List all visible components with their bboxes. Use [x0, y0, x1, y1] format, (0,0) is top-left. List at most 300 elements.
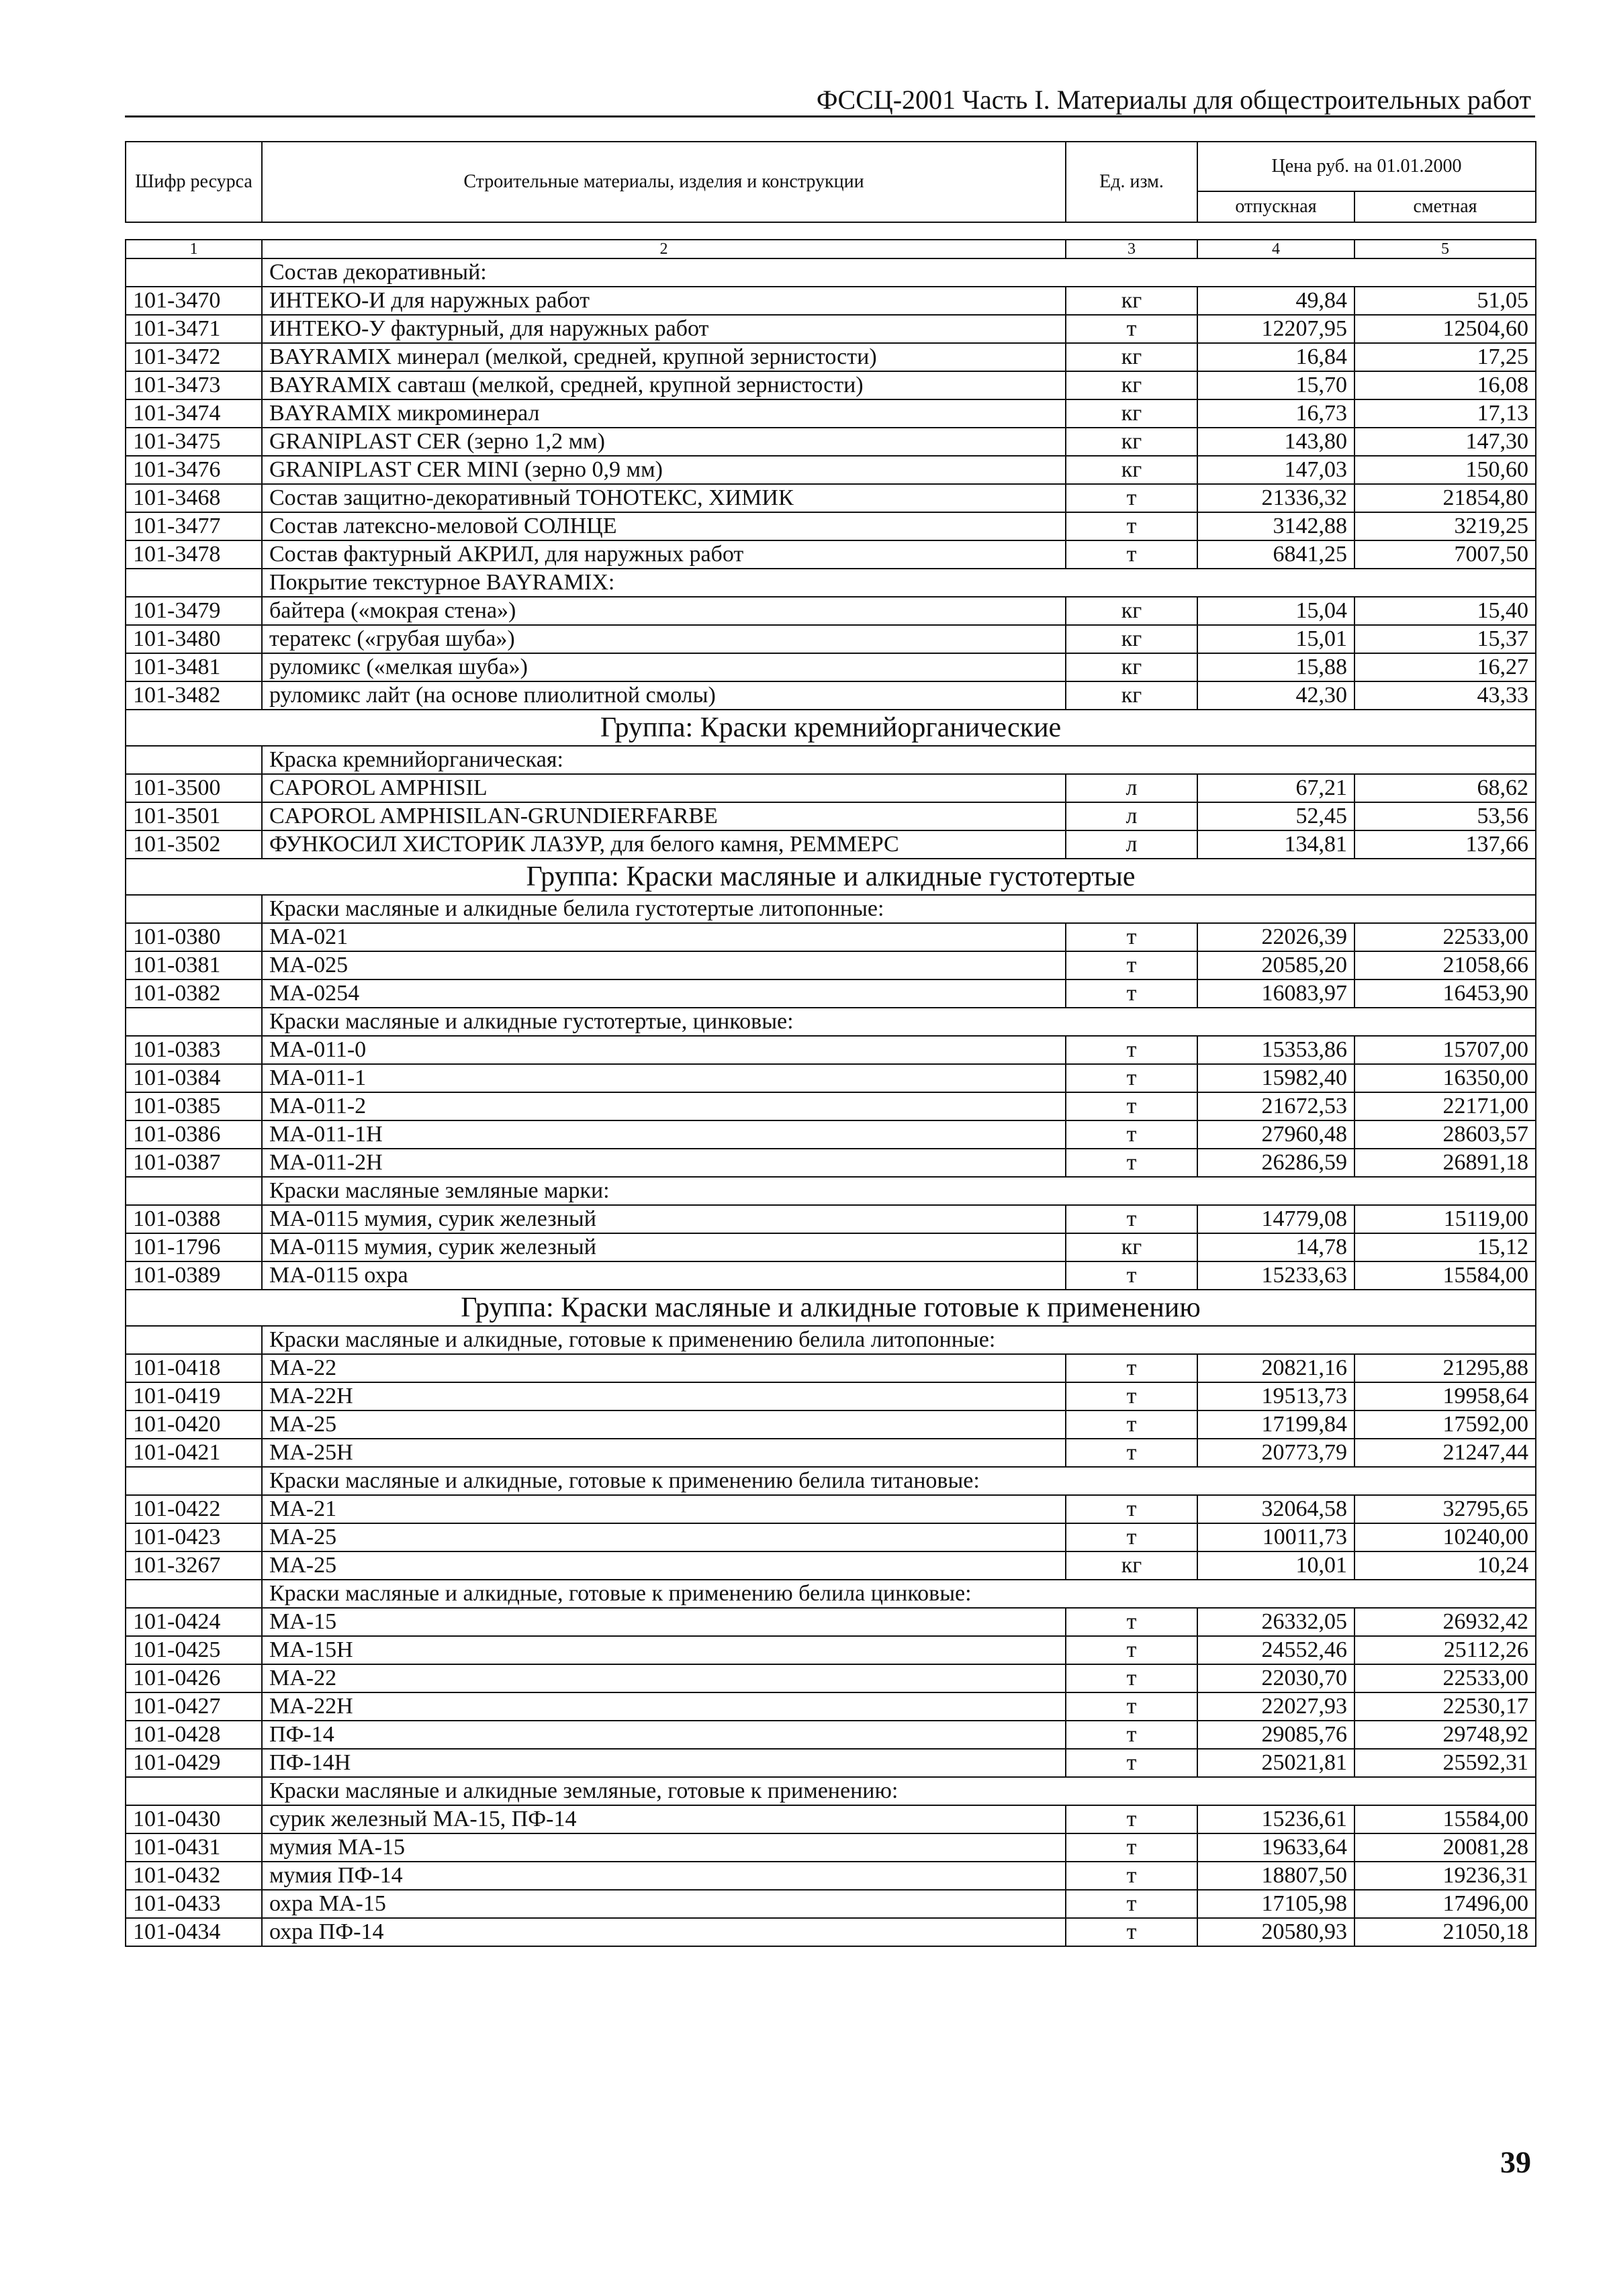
estimate-price-cell: 17,13	[1354, 399, 1536, 428]
unit-cell: т	[1066, 1890, 1197, 1918]
material-name: BAYRAMIX микроминерал	[262, 399, 1066, 428]
resource-code: 101-1796	[126, 1233, 262, 1261]
estimate-price-cell: 15,40	[1354, 597, 1536, 625]
table-row	[126, 343, 1536, 371]
unit-cell: т	[1066, 1205, 1197, 1233]
estimate-price-cell: 20081,28	[1354, 1833, 1536, 1862]
estimate-price-cell: 15584,00	[1354, 1261, 1536, 1290]
resource-code: 101-3472	[126, 343, 262, 371]
header-unit: Ед. изм.	[1066, 142, 1197, 222]
release-price-cell: 134,81	[1197, 830, 1354, 859]
subsection-row	[126, 569, 1536, 597]
estimate-price-cell: 51,05	[1354, 287, 1536, 315]
estimate-price-cell: 22171,00	[1354, 1092, 1536, 1120]
subsection-row	[126, 1467, 1536, 1495]
subsection-title: Краски масляные и алкидные, готовые к применению белила титановые:	[262, 1467, 1536, 1495]
table-row	[126, 625, 1536, 653]
table-row	[126, 1636, 1536, 1664]
unit-cell: т	[1066, 512, 1197, 540]
subsection-title: Краски масляные и алкидные, готовые к применению белила литопонные:	[262, 1326, 1536, 1354]
subsection-title: Краски масляные и алкидные, готовые к применению белила цинковые:	[262, 1580, 1536, 1608]
resource-code: 101-3500	[126, 774, 262, 802]
table-row	[126, 1523, 1536, 1551]
table-row	[126, 315, 1536, 343]
estimate-price-cell: 32795,65	[1354, 1495, 1536, 1523]
subsection-title: Краска кремнийорганическая:	[262, 746, 1536, 774]
unit-cell: т	[1066, 1636, 1197, 1664]
material-name: BAYRAMIX минерал (мелкой, средней, крупной зернистости)	[262, 343, 1066, 371]
resource-code: 101-3468	[126, 484, 262, 512]
release-price-cell: 19513,73	[1197, 1382, 1354, 1410]
group-title: Группа: Краски масляные и алкидные густотертые	[126, 859, 1536, 895]
table-row	[126, 1551, 1536, 1580]
unit-cell: кг	[1066, 371, 1197, 399]
estimate-price-cell: 16,08	[1354, 371, 1536, 399]
resource-code: 101-0430	[126, 1805, 262, 1833]
release-price-cell: 15353,86	[1197, 1036, 1354, 1064]
material-name: МА-011-1Н	[262, 1120, 1066, 1149]
column-number: 1	[126, 240, 262, 258]
material-name: МА-011-2	[262, 1092, 1066, 1120]
unit-cell: т	[1066, 1608, 1197, 1636]
estimate-price-cell: 43,33	[1354, 681, 1536, 710]
table-row	[126, 428, 1536, 456]
subsection-row	[126, 1580, 1536, 1608]
unit-cell: т	[1066, 1261, 1197, 1290]
estimate-price-cell: 17592,00	[1354, 1410, 1536, 1439]
estimate-price-cell: 22533,00	[1354, 923, 1536, 951]
release-price-cell: 27960,48	[1197, 1120, 1354, 1149]
resource-code: 101-0424	[126, 1608, 262, 1636]
release-price-cell: 14,78	[1197, 1233, 1354, 1261]
material-name: ПФ-14	[262, 1721, 1066, 1749]
release-price-cell: 14779,08	[1197, 1205, 1354, 1233]
table-row	[126, 1805, 1536, 1833]
release-price-cell: 16083,97	[1197, 979, 1354, 1008]
resource-code: 101-0423	[126, 1523, 262, 1551]
release-price-cell: 143,80	[1197, 428, 1354, 456]
estimate-price-cell: 21295,88	[1354, 1354, 1536, 1382]
material-name: байтера («мокрая стена»)	[262, 597, 1066, 625]
table-row	[126, 979, 1536, 1008]
material-name: BAYRAMIX савташ (мелкой, средней, крупной зернистости)	[262, 371, 1066, 399]
resource-code: 101-3476	[126, 456, 262, 484]
table-row	[126, 1261, 1536, 1290]
column-number: 3	[1066, 240, 1197, 258]
group-title: Группа: Краски кремнийорганические	[126, 710, 1536, 746]
material-name: руломикс («мелкая шуба»)	[262, 653, 1066, 681]
release-price-cell: 67,21	[1197, 774, 1354, 802]
table-row	[126, 681, 1536, 710]
estimate-price-cell: 16453,90	[1354, 979, 1536, 1008]
subsection-row	[126, 746, 1536, 774]
resource-code: 101-0426	[126, 1664, 262, 1692]
resource-code: 101-0433	[126, 1890, 262, 1918]
material-name: мумия МА-15	[262, 1833, 1066, 1862]
resource-code: 101-0420	[126, 1410, 262, 1439]
unit-cell: кг	[1066, 1551, 1197, 1580]
unit-cell: т	[1066, 1120, 1197, 1149]
subsection-row	[126, 895, 1536, 923]
estimate-price-cell: 147,30	[1354, 428, 1536, 456]
material-name: МА-22	[262, 1664, 1066, 1692]
header-materials: Строительные материалы, изделия и конструкции	[262, 142, 1066, 222]
unit-cell: т	[1066, 979, 1197, 1008]
estimate-price-cell: 17,25	[1354, 343, 1536, 371]
release-price-cell: 15982,40	[1197, 1064, 1354, 1092]
table-row	[126, 1233, 1536, 1261]
unit-cell: кг	[1066, 653, 1197, 681]
resource-code: 101-3478	[126, 540, 262, 569]
table-row	[126, 1890, 1536, 1918]
material-name: охра ПФ-14	[262, 1918, 1066, 1946]
estimate-price-cell: 19958,64	[1354, 1382, 1536, 1410]
header-release-price: отпускная	[1197, 191, 1354, 222]
table-row	[126, 597, 1536, 625]
resource-code: 101-3502	[126, 830, 262, 859]
resource-code: 101-3479	[126, 597, 262, 625]
unit-cell: т	[1066, 1439, 1197, 1467]
resource-code: 101-0418	[126, 1354, 262, 1382]
resource-code: 101-0388	[126, 1205, 262, 1233]
unit-cell: кг	[1066, 597, 1197, 625]
unit-cell: т	[1066, 1354, 1197, 1382]
material-name: GRANIPLAST CER (зерно 1,2 мм)	[262, 428, 1066, 456]
release-price-cell: 20773,79	[1197, 1439, 1354, 1467]
estimate-price-cell: 26891,18	[1354, 1149, 1536, 1177]
table-row	[126, 1833, 1536, 1862]
table-row	[126, 1064, 1536, 1092]
header-rule	[125, 115, 1535, 117]
estimate-price-cell: 26932,42	[1354, 1608, 1536, 1636]
unit-cell: т	[1066, 1382, 1197, 1410]
material-name: МА-22Н	[262, 1382, 1066, 1410]
resource-code: 101-0428	[126, 1721, 262, 1749]
table-body	[126, 258, 1536, 1946]
material-name: CAPOROL AMPHISILAN-GRUNDIERFARBE	[262, 802, 1066, 830]
subsection-title: Состав декоративный:	[262, 258, 1536, 287]
estimate-price-cell: 25592,31	[1354, 1749, 1536, 1777]
unit-cell: кг	[1066, 456, 1197, 484]
resource-code: 101-0386	[126, 1120, 262, 1149]
page-number: 39	[1500, 2145, 1531, 2179]
table-row	[126, 1608, 1536, 1636]
release-price-cell: 32064,58	[1197, 1495, 1354, 1523]
header-gap	[126, 222, 1536, 240]
table-row	[126, 1692, 1536, 1721]
material-name: мумия ПФ-14	[262, 1862, 1066, 1890]
resource-code: 101-3481	[126, 653, 262, 681]
table-row	[126, 512, 1536, 540]
header-estimate-price: сметная	[1354, 191, 1536, 222]
release-price-cell: 21672,53	[1197, 1092, 1354, 1120]
unit-cell: кг	[1066, 428, 1197, 456]
estimate-price-cell: 7007,50	[1354, 540, 1536, 569]
estimate-price-cell: 21247,44	[1354, 1439, 1536, 1467]
resource-code: 101-3267	[126, 1551, 262, 1580]
group-row	[126, 710, 1536, 746]
unit-cell: т	[1066, 1805, 1197, 1833]
material-name: Состав латексно-меловой СОЛНЦЕ	[262, 512, 1066, 540]
material-name: МА-025	[262, 951, 1066, 979]
unit-cell: т	[1066, 1149, 1197, 1177]
material-name: МА-15	[262, 1608, 1066, 1636]
unit-cell: л	[1066, 802, 1197, 830]
release-price-cell: 22026,39	[1197, 923, 1354, 951]
unit-cell: кг	[1066, 1233, 1197, 1261]
material-name: МА-0115 охра	[262, 1261, 1066, 1290]
estimate-price-cell: 19236,31	[1354, 1862, 1536, 1890]
resource-code: 101-0389	[126, 1261, 262, 1290]
unit-cell: т	[1066, 951, 1197, 979]
estimate-price-cell: 12504,60	[1354, 315, 1536, 343]
table-row	[126, 1205, 1536, 1233]
resource-code: 101-0422	[126, 1495, 262, 1523]
resource-code: 101-0384	[126, 1064, 262, 1092]
unit-cell: кг	[1066, 343, 1197, 371]
resource-code: 101-0382	[126, 979, 262, 1008]
unit-cell: кг	[1066, 287, 1197, 315]
unit-cell: л	[1066, 830, 1197, 859]
material-name: тератекс («грубая шуба»)	[262, 625, 1066, 653]
unit-cell: кг	[1066, 681, 1197, 710]
estimate-price-cell: 25112,26	[1354, 1636, 1536, 1664]
material-name: МА-15Н	[262, 1636, 1066, 1664]
subsection-title: Краски масляные и алкидные густотертые, цинковые:	[262, 1008, 1536, 1036]
material-name: руломикс лайт (на основе плиолитной смолы)	[262, 681, 1066, 710]
subsection-row	[126, 258, 1536, 287]
material-name: GRANIPLAST CER MINI (зерно 0,9 мм)	[262, 456, 1066, 484]
material-name: Состав фактурный АКРИЛ, для наружных работ	[262, 540, 1066, 569]
resource-code: 101-0425	[126, 1636, 262, 1664]
table-row	[126, 1382, 1536, 1410]
table-row	[126, 951, 1536, 979]
material-name: МА-22	[262, 1354, 1066, 1382]
unit-cell: т	[1066, 1862, 1197, 1890]
material-name: CAPOROL AMPHISIL	[262, 774, 1066, 802]
table-row	[126, 484, 1536, 512]
material-name: ПФ-14Н	[262, 1749, 1066, 1777]
table-row	[126, 456, 1536, 484]
resource-code: 101-3482	[126, 681, 262, 710]
release-price-cell: 21336,32	[1197, 484, 1354, 512]
material-name: ИНТЕКО-И для наружных работ	[262, 287, 1066, 315]
unit-cell: т	[1066, 1495, 1197, 1523]
material-name: МА-0115 мумия, сурик железный	[262, 1205, 1066, 1233]
unit-cell: т	[1066, 1664, 1197, 1692]
page-header-title: ФССЦ-2001 Часть I. Материалы для общестроительных работ	[816, 85, 1531, 115]
resource-code: 101-3477	[126, 512, 262, 540]
resource-code: 101-3474	[126, 399, 262, 428]
material-name: МА-25Н	[262, 1439, 1066, 1467]
subsection-code-blank	[126, 258, 262, 287]
resource-code: 101-0419	[126, 1382, 262, 1410]
material-name: сурик железный МА-15, ПФ-14	[262, 1805, 1066, 1833]
column-number: 2	[262, 240, 1066, 258]
table-row	[126, 1495, 1536, 1523]
subsection-code-blank	[126, 746, 262, 774]
resource-code: 101-0385	[126, 1092, 262, 1120]
release-price-cell: 12207,95	[1197, 315, 1354, 343]
unit-cell: т	[1066, 1092, 1197, 1120]
material-name: ИНТЕКО-У фактурный, для наружных работ	[262, 315, 1066, 343]
unit-cell: т	[1066, 1064, 1197, 1092]
table-row	[126, 802, 1536, 830]
resource-code: 101-0427	[126, 1692, 262, 1721]
resource-code: 101-0432	[126, 1862, 262, 1890]
release-price-cell: 15233,63	[1197, 1261, 1354, 1290]
release-price-cell: 10011,73	[1197, 1523, 1354, 1551]
resource-code: 101-3501	[126, 802, 262, 830]
material-name: МА-22Н	[262, 1692, 1066, 1721]
release-price-cell: 29085,76	[1197, 1721, 1354, 1749]
material-name: охра МА-15	[262, 1890, 1066, 1918]
subsection-title: Покрытие текстурное BAYRAMIX:	[262, 569, 1536, 597]
table-row	[126, 1918, 1536, 1946]
subsection-row	[126, 1777, 1536, 1805]
material-name: Состав защитно-декоративный ТОНОТЕКС, ХИМИК	[262, 484, 1066, 512]
release-price-cell: 17199,84	[1197, 1410, 1354, 1439]
subsection-row	[126, 1008, 1536, 1036]
release-price-cell: 20821,16	[1197, 1354, 1354, 1382]
material-name: МА-25	[262, 1551, 1066, 1580]
release-price-cell: 17105,98	[1197, 1890, 1354, 1918]
release-price-cell: 42,30	[1197, 681, 1354, 710]
column-number: 4	[1197, 240, 1354, 258]
resource-code: 101-0421	[126, 1439, 262, 1467]
resource-code: 101-0429	[126, 1749, 262, 1777]
release-price-cell: 15236,61	[1197, 1805, 1354, 1833]
table-row	[126, 1749, 1536, 1777]
header-code: Шифр ресурса	[126, 142, 262, 222]
subsection-code-blank	[126, 895, 262, 923]
subsection-code-blank	[126, 1177, 262, 1205]
unit-cell: т	[1066, 1523, 1197, 1551]
release-price-cell: 26332,05	[1197, 1608, 1354, 1636]
material-name: МА-25	[262, 1410, 1066, 1439]
resource-code: 101-3473	[126, 371, 262, 399]
table-row	[126, 399, 1536, 428]
release-price-cell: 20580,93	[1197, 1918, 1354, 1946]
material-name: МА-25	[262, 1523, 1066, 1551]
estimate-price-cell: 15584,00	[1354, 1805, 1536, 1833]
estimate-price-cell: 10240,00	[1354, 1523, 1536, 1551]
estimate-price-cell: 21854,80	[1354, 484, 1536, 512]
price-table	[125, 141, 1536, 1947]
release-price-cell: 6841,25	[1197, 540, 1354, 569]
release-price-cell: 20585,20	[1197, 951, 1354, 979]
estimate-price-cell: 16350,00	[1354, 1064, 1536, 1092]
table-row	[126, 774, 1536, 802]
group-row	[126, 859, 1536, 895]
table-row	[126, 1092, 1536, 1120]
material-name: МА-021	[262, 923, 1066, 951]
estimate-price-cell: 22530,17	[1354, 1692, 1536, 1721]
estimate-price-cell: 3219,25	[1354, 512, 1536, 540]
release-price-cell: 19633,64	[1197, 1833, 1354, 1862]
estimate-price-cell: 10,24	[1354, 1551, 1536, 1580]
unit-cell: кг	[1066, 399, 1197, 428]
resource-code: 101-3471	[126, 315, 262, 343]
group-row	[126, 1290, 1536, 1326]
unit-cell: т	[1066, 1749, 1197, 1777]
header-price: Цена руб. на 01.01.2000	[1197, 142, 1536, 191]
release-price-cell: 22030,70	[1197, 1664, 1354, 1692]
unit-cell: т	[1066, 540, 1197, 569]
table-row	[126, 653, 1536, 681]
group-title: Группа: Краски масляные и алкидные готовые к применению	[126, 1290, 1536, 1326]
estimate-price-cell: 150,60	[1354, 456, 1536, 484]
estimate-price-cell: 21050,18	[1354, 1918, 1536, 1946]
resource-code: 101-0387	[126, 1149, 262, 1177]
unit-cell: т	[1066, 1833, 1197, 1862]
release-price-cell: 147,03	[1197, 456, 1354, 484]
subsection-code-blank	[126, 1467, 262, 1495]
subsection-title: Краски масляные земляные марки:	[262, 1177, 1536, 1205]
unit-cell: л	[1066, 774, 1197, 802]
unit-cell: т	[1066, 1036, 1197, 1064]
unit-cell: т	[1066, 484, 1197, 512]
table-row	[126, 1354, 1536, 1382]
release-price-cell: 15,01	[1197, 625, 1354, 653]
resource-code: 101-0383	[126, 1036, 262, 1064]
material-name: МА-0254	[262, 979, 1066, 1008]
table-row	[126, 1664, 1536, 1692]
material-name: МА-21	[262, 1495, 1066, 1523]
table-row	[126, 1862, 1536, 1890]
unit-cell: т	[1066, 1692, 1197, 1721]
table-row	[126, 1439, 1536, 1467]
material-name: МА-011-0	[262, 1036, 1066, 1064]
release-price-cell: 22027,93	[1197, 1692, 1354, 1721]
table-row	[126, 1036, 1536, 1064]
estimate-price-cell: 29748,92	[1354, 1721, 1536, 1749]
release-price-cell: 3142,88	[1197, 512, 1354, 540]
resource-code: 101-0431	[126, 1833, 262, 1862]
estimate-price-cell: 21058,66	[1354, 951, 1536, 979]
subsection-code-blank	[126, 1777, 262, 1805]
subsection-row	[126, 1177, 1536, 1205]
estimate-price-cell: 53,56	[1354, 802, 1536, 830]
material-name: МА-011-1	[262, 1064, 1066, 1092]
table-row	[126, 1120, 1536, 1149]
release-price-cell: 15,88	[1197, 653, 1354, 681]
unit-cell: т	[1066, 1410, 1197, 1439]
estimate-price-cell: 15,12	[1354, 1233, 1536, 1261]
subsection-title: Краски масляные и алкидные земляные, готовые к применению:	[262, 1777, 1536, 1805]
unit-cell: кг	[1066, 625, 1197, 653]
release-price-cell: 52,45	[1197, 802, 1354, 830]
release-price-cell: 16,84	[1197, 343, 1354, 371]
resource-code: 101-3480	[126, 625, 262, 653]
estimate-price-cell: 15,37	[1354, 625, 1536, 653]
release-price-cell: 24552,46	[1197, 1636, 1354, 1664]
subsection-title: Краски масляные и алкидные белила густотертые литопонные:	[262, 895, 1536, 923]
estimate-price-cell: 28603,57	[1354, 1120, 1536, 1149]
release-price-cell: 16,73	[1197, 399, 1354, 428]
column-number: 5	[1354, 240, 1536, 258]
material-name: МА-0115 мумия, сурик железный	[262, 1233, 1066, 1261]
release-price-cell: 49,84	[1197, 287, 1354, 315]
release-price-cell: 15,70	[1197, 371, 1354, 399]
release-price-cell: 26286,59	[1197, 1149, 1354, 1177]
table-row	[126, 830, 1536, 859]
estimate-price-cell: 15119,00	[1354, 1205, 1536, 1233]
estimate-price-cell: 16,27	[1354, 653, 1536, 681]
table-row	[126, 923, 1536, 951]
estimate-price-cell: 15707,00	[1354, 1036, 1536, 1064]
subsection-code-blank	[126, 1008, 262, 1036]
